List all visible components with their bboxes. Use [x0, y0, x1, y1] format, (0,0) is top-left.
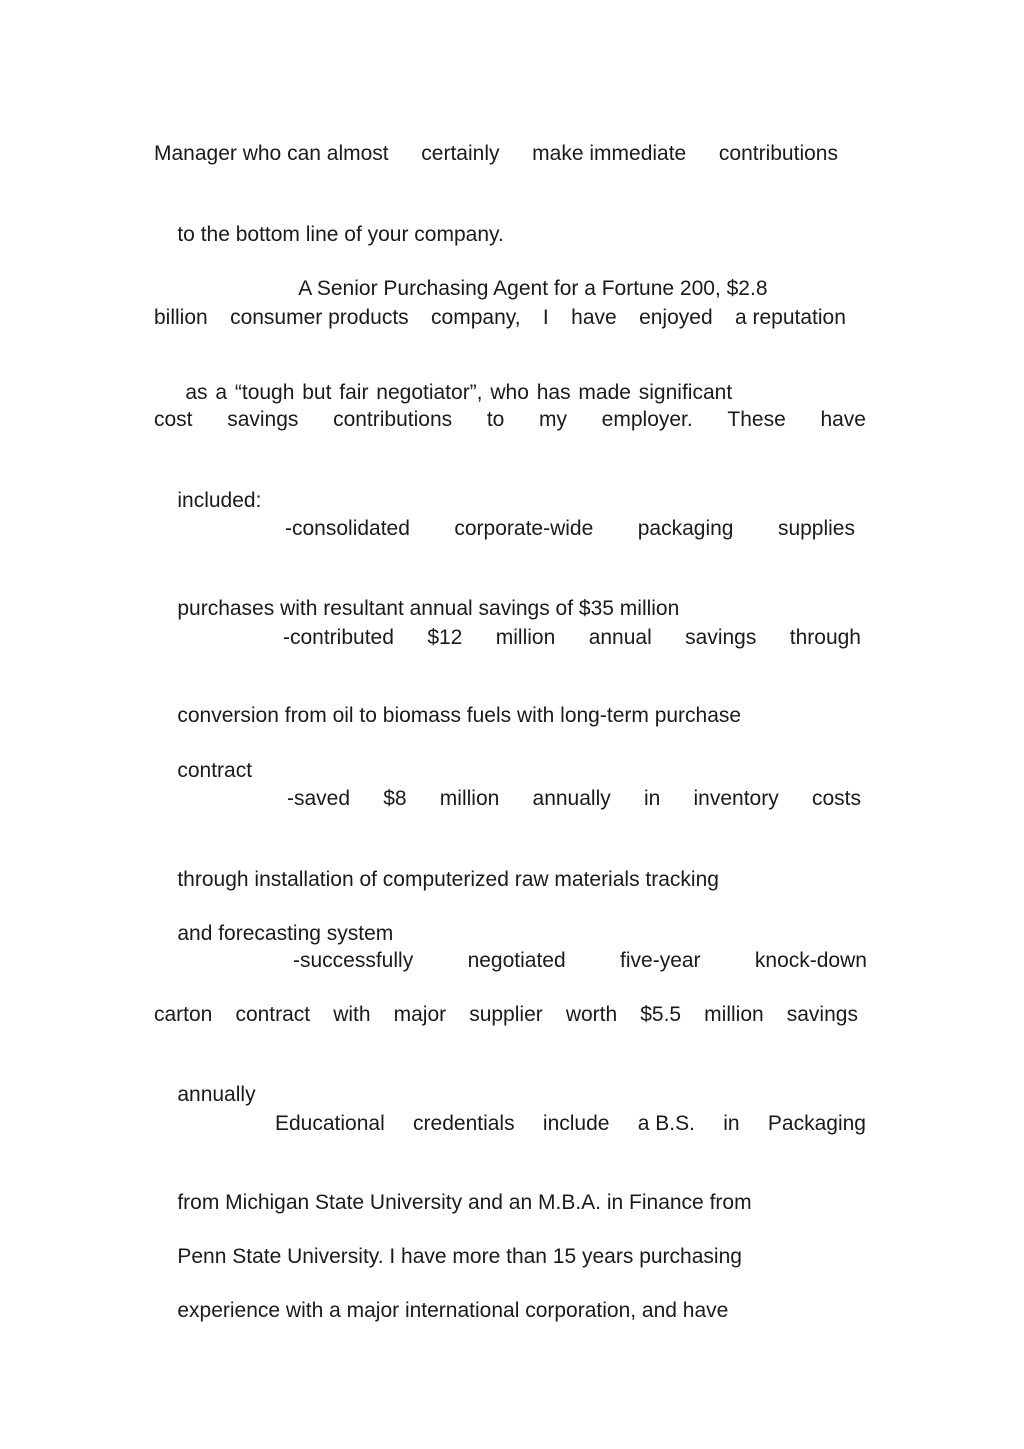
text-segment: savings: [685, 626, 757, 649]
text-segment: credentials: [413, 1112, 515, 1135]
text-segment: and forecasting system: [177, 922, 394, 945]
text-segment: in: [723, 1112, 740, 1135]
text-segment: conversion from oil to biomass fuels with long-term purchase: [177, 704, 742, 727]
text-line: [154, 732, 252, 810]
text-segment: included:: [177, 489, 262, 512]
text-segment: packaging: [637, 517, 734, 540]
text-segment: Educational: [275, 1112, 385, 1135]
text-segment: enjoyed: [639, 306, 713, 329]
text-segment: certainly: [421, 142, 500, 165]
text-line: [285, 516, 855, 542]
text-segment: annual: [588, 626, 652, 649]
text-line: [154, 1002, 858, 1028]
text-segment: Manager who can almost: [154, 142, 389, 165]
text-segment: cost: [154, 408, 193, 431]
text-segment: worth: [565, 1003, 618, 1026]
text-segment: employer.: [601, 408, 693, 431]
text-segment: my: [539, 408, 567, 431]
text-segment: million: [439, 787, 500, 810]
text-segment: These: [727, 408, 786, 431]
text-segment: five-year: [620, 949, 701, 972]
text-segment: supplies: [777, 517, 855, 540]
text-line: [154, 1056, 256, 1134]
text-line: [275, 1111, 866, 1137]
text-segment: $5.5: [640, 1003, 682, 1026]
text-segment: a reputation: [735, 306, 846, 329]
text-segment: contributions: [333, 408, 453, 431]
text-segment: from Michigan State University and an M.B.A. in Finance from: [177, 1191, 752, 1214]
text-segment: billion: [154, 306, 208, 329]
text-segment: through installation of computerized raw materials tracking: [177, 868, 719, 891]
text-segment: -saved: [287, 787, 351, 810]
text-segment: annually: [177, 1083, 256, 1106]
text-segment: inventory: [693, 787, 779, 810]
text-segment: -contributed: [283, 626, 394, 649]
text-line: [154, 141, 838, 167]
text-segment: purchases with resultant annual savings of $35 million: [177, 597, 680, 620]
text-segment: contract: [177, 759, 253, 782]
text-segment: major: [393, 1003, 447, 1026]
text-segment: carton: [154, 1003, 213, 1026]
text-line: [287, 786, 861, 812]
text-segment: experience with a major international corporation, and have: [177, 1299, 729, 1322]
text-segment: to: [486, 408, 505, 431]
text-segment: with: [333, 1003, 371, 1026]
text-segment: savings: [227, 408, 299, 431]
text-segment: $12: [427, 626, 463, 649]
text-segment: I: [542, 306, 549, 329]
text-segment: Packaging: [767, 1112, 866, 1135]
text-segment: a B.S.: [637, 1112, 695, 1135]
text-segment: A Senior Purchasing Agent for a Fortune 200, $2.8: [298, 277, 768, 300]
text-line: [283, 625, 861, 651]
text-segment: -successfully: [293, 949, 414, 972]
text-line: [154, 462, 261, 540]
text-segment: negotiated: [467, 949, 566, 972]
text-line: [154, 1272, 728, 1350]
text-segment: include: [542, 1112, 610, 1135]
text-segment: consumer products: [230, 306, 409, 329]
text-line: [154, 407, 866, 433]
text-segment: million: [704, 1003, 764, 1026]
text-segment: Penn State University. I have more than 15 years purchasing: [177, 1245, 742, 1268]
text-segment: in: [643, 787, 661, 810]
text-segment: contract: [235, 1003, 311, 1026]
text-segment: corporate-wide: [454, 517, 594, 540]
text-segment: have: [820, 408, 866, 431]
text-segment: million: [495, 626, 556, 649]
text-segment: make immediate: [532, 142, 687, 165]
text-segment: supplier: [469, 1003, 543, 1026]
text-segment: through: [789, 626, 861, 649]
text-segment: -consolidated: [285, 517, 410, 540]
text-segment: contributions: [718, 142, 838, 165]
text-segment: annually: [532, 787, 611, 810]
text-segment: costs: [811, 787, 861, 810]
text-line: [154, 305, 846, 331]
text-segment: have: [571, 306, 617, 329]
text-segment: as a “tough but fair negotiator”, who has made significant: [185, 381, 733, 404]
text-line: [293, 948, 867, 974]
text-segment: $8: [383, 787, 407, 810]
text-segment: to the bottom line of your company.: [177, 223, 504, 246]
text-segment: company,: [431, 306, 521, 329]
text-segment: savings: [786, 1003, 858, 1026]
text-segment: knock-down: [754, 949, 867, 972]
